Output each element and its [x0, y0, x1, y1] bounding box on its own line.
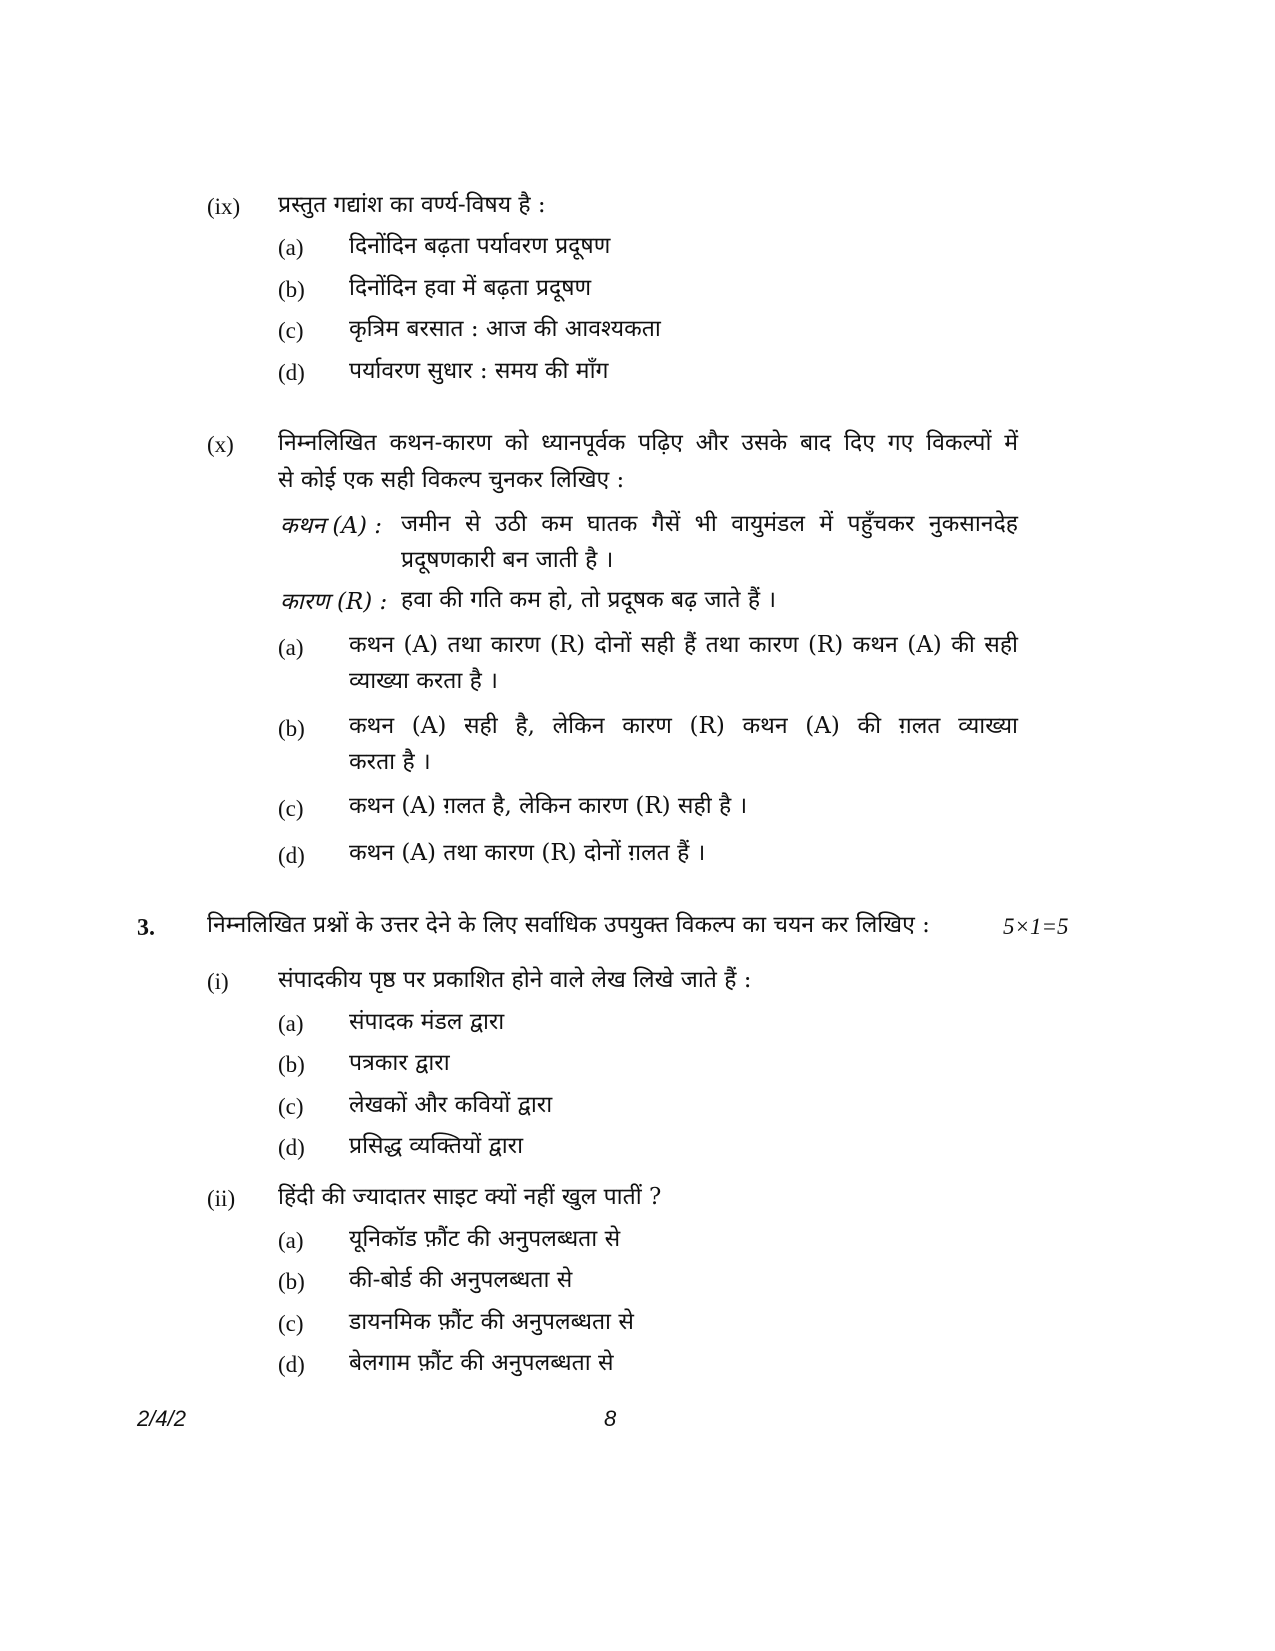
- option-label: (d): [278, 843, 305, 868]
- option-text: यूनिकॉड फ़ौंट की अनुपलब्धता से: [349, 1226, 621, 1252]
- option-text: कथन (A) तथा कारण (R) दोनों ग़लत हैं ।: [349, 840, 706, 866]
- option-text: कृत्रिम बरसात : आज की आवश्यकता: [349, 316, 661, 342]
- reason-label: कारण (R) :: [280, 589, 388, 615]
- option-label: (a): [278, 235, 304, 260]
- option-label: (b): [278, 1052, 305, 1077]
- question-text: निम्नलिखित कथन-कारण को ध्यानपूर्वक पढ़िए और उसके बाद दिए गए विकल्पों में: [278, 430, 1018, 456]
- option-text: करता है ।: [349, 749, 431, 775]
- option-text: व्याख्या करता है ।: [349, 668, 498, 694]
- option-text: की-बोर्ड की अनुपलब्धता से: [349, 1267, 573, 1293]
- option-label: (a): [278, 1228, 304, 1253]
- option-label: (a): [278, 635, 304, 660]
- reason-text: हवा की गति कम हो, तो प्रदूषक बढ़ जाते हैं ।: [401, 587, 777, 613]
- question-text: निम्नलिखित प्रश्नों के उत्तर देने के लिए सर्वाधिक उपयुक्त विकल्प का चयन कर लिखिए :: [207, 912, 930, 938]
- option-label: (b): [278, 1269, 305, 1294]
- assertion-label: कथन (A) :: [280, 513, 383, 539]
- page-number: 8: [604, 1406, 617, 1431]
- question-text: प्रस्तुत गद्यांश का वर्ण्य-विषय है :: [278, 192, 546, 218]
- option-label: (d): [278, 360, 305, 385]
- option-label: (b): [278, 716, 305, 741]
- question-text: संपादकीय पृष्ठ पर प्रकाशित होने वाले लेख लिखे जाते हैं :: [278, 967, 752, 993]
- option-text: बेलगाम फ़ौंट की अनुपलब्धता से: [349, 1350, 614, 1376]
- option-text: कथन (A) तथा कारण (R) दोनों सही हैं तथा कारण (R) कथन (A) की सही: [349, 632, 1018, 658]
- option-text: कथन (A) सही है, लेकिन कारण (R) कथन (A) की ग़लत व्याख्या: [349, 713, 1018, 739]
- paper-code: 2/4/2: [137, 1406, 186, 1431]
- question-number: (ii): [207, 1186, 236, 1211]
- option-label: (c): [278, 318, 304, 343]
- question-text: हिंदी की ज्यादातर साइट क्यों नहीं खुल पातीं ?: [278, 1184, 662, 1210]
- option-label: (c): [278, 796, 304, 821]
- question-number: 3.: [137, 915, 155, 941]
- question-number: (x): [207, 432, 234, 457]
- option-label: (d): [278, 1135, 305, 1160]
- option-text: पत्रकार द्वारा: [349, 1050, 450, 1076]
- option-text: डायनमिक फ़ौंट की अनुपलब्धता से: [349, 1309, 634, 1335]
- option-label: (c): [278, 1094, 304, 1119]
- option-text: कथन (A) ग़लत है, लेकिन कारण (R) सही है ।: [349, 793, 748, 819]
- option-text: दिनोंदिन हवा में बढ़ता प्रदूषण: [349, 275, 592, 301]
- marks: 5×1=5: [1003, 914, 1069, 939]
- option-label: (c): [278, 1311, 304, 1336]
- question-text: से कोई एक सही विकल्प चुनकर लिखिए :: [278, 467, 625, 493]
- option-label: (a): [278, 1011, 304, 1036]
- assertion-text: प्रदूषणकारी बन जाती है ।: [401, 547, 614, 573]
- option-label: (b): [278, 277, 305, 302]
- option-text: पर्यावरण सुधार : समय की माँग: [349, 358, 609, 384]
- assertion-text: जमीन से उठी कम घातक गैसें भी वायुमंडल में पहुँचकर नुकसानदेह: [401, 511, 1018, 537]
- question-number: (i): [207, 969, 229, 994]
- option-text: लेखकों और कवियों द्वारा: [349, 1092, 553, 1118]
- option-text: प्रसिद्ध व्यक्तियों द्वारा: [349, 1133, 524, 1159]
- option-label: (d): [278, 1352, 305, 1377]
- question-number: (ix): [207, 194, 241, 219]
- option-text: संपादक मंडल द्वारा: [349, 1009, 505, 1035]
- option-text: दिनोंदिन बढ़ता पर्यावरण प्रदूषण: [349, 233, 611, 259]
